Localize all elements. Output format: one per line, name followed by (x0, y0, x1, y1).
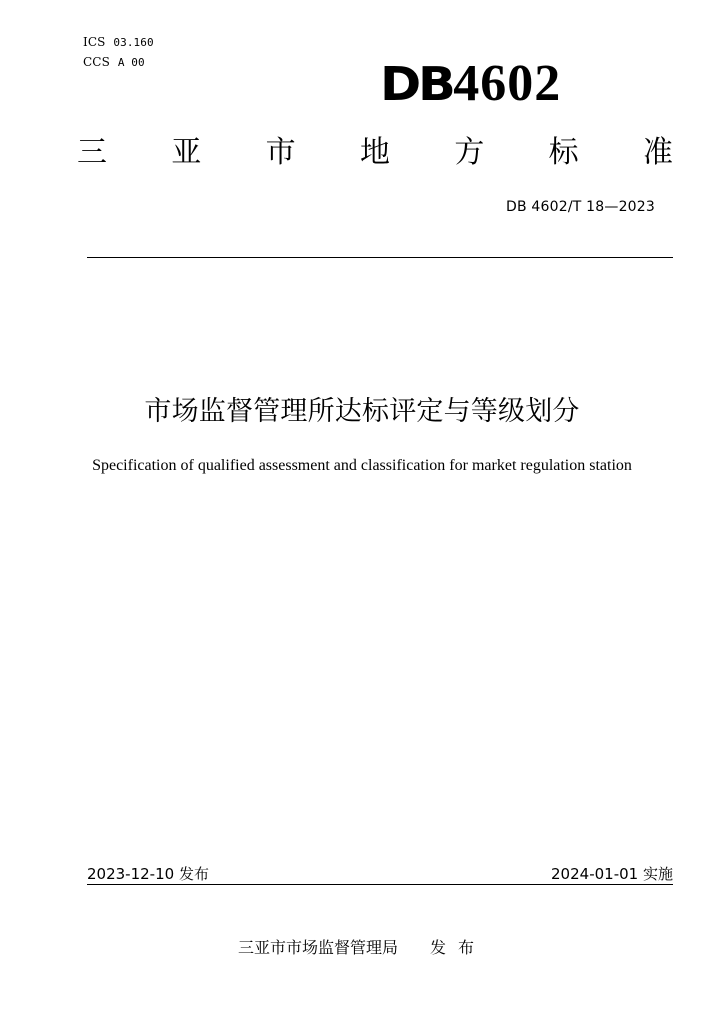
issue-date-value: 2023-12-10 (87, 865, 175, 883)
ccs-value: A 00 (117, 56, 145, 69)
issuing-authority (0, 935, 724, 958)
ics-label: ICS (83, 35, 106, 49)
standard-type-char: 地 (359, 135, 390, 170)
standard-type-char: 标 (548, 135, 579, 170)
standard-type-char: 方 (454, 135, 485, 170)
implementation-date-value: 2024-01-01 (551, 865, 639, 883)
document-title-en: Specification of qualified assessment and classification for market regulation station (92, 457, 632, 474)
standard-type-char: 三 (77, 135, 107, 170)
standard-type-char: 市 (265, 135, 296, 170)
implementation-date (551, 863, 673, 884)
issuing-authority-action: 发布 (430, 938, 487, 957)
standard-type-char: 准 (642, 135, 673, 170)
issuing-authority-name: 三亚市市场监督管理局 (237, 938, 398, 957)
db-logo-code: 4602 (453, 55, 562, 112)
db-logo (380, 55, 562, 112)
document-title-zh: 市场监督管理所达标评定与等级划分 (144, 396, 580, 427)
top-divider (87, 257, 673, 258)
standard-type-heading (77, 136, 673, 170)
standard-type-char: 亚 (171, 135, 202, 170)
ccs-code (83, 55, 145, 70)
ccs-label: CCS (83, 55, 110, 69)
ics-code (83, 35, 154, 50)
issue-date (87, 863, 209, 884)
issue-date-word: 发布 (178, 865, 209, 883)
standard-number: DB 4602/T 18—2023 (505, 199, 655, 215)
db-logo-letters: DB (380, 57, 453, 111)
bottom-divider (87, 884, 673, 885)
ics-value: 03.160 (113, 36, 154, 49)
implementation-date-word: 实施 (642, 865, 673, 883)
